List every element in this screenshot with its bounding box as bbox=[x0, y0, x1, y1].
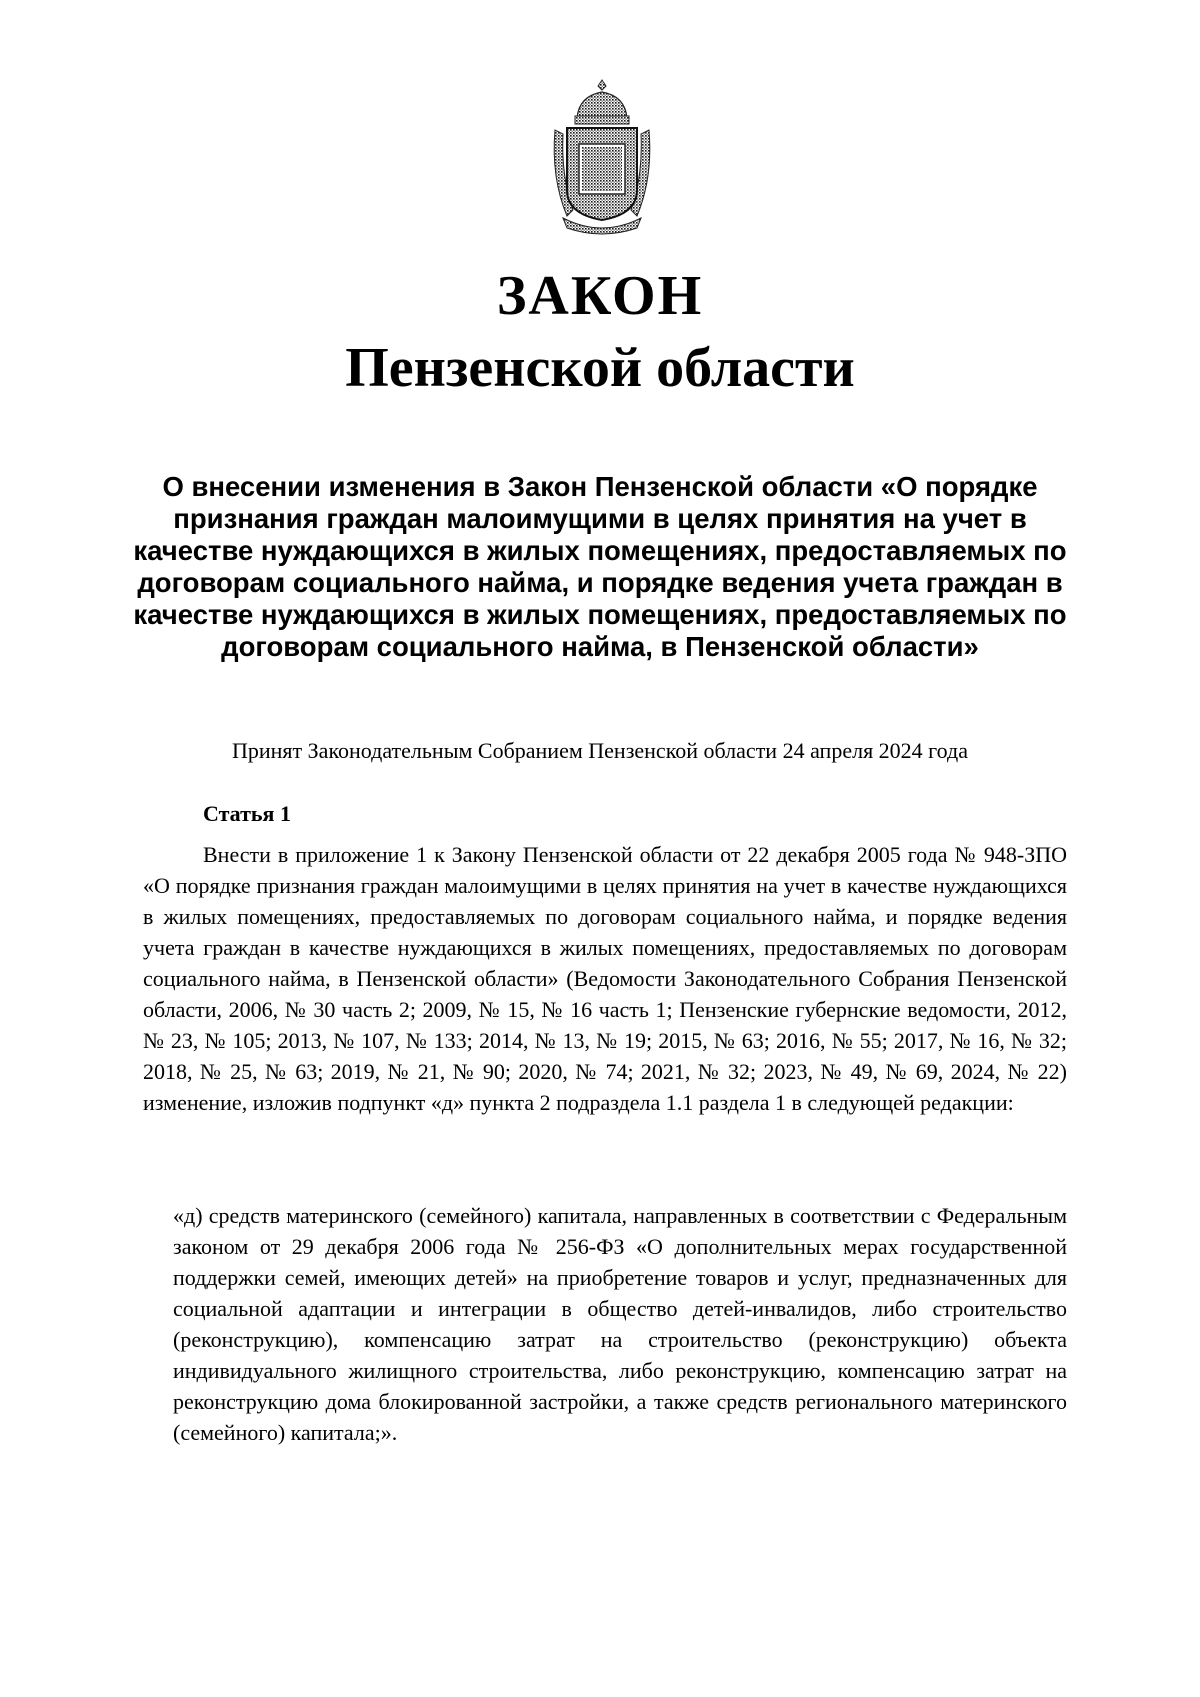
amendment-quote: «д) средств материнского (семейного) капитала, направленных в соответствии с Федеральным законом от 29 декабря 2006 года № 256-ФЗ «О дополнительных мерах государственной поддержки семей, имеющих детей» на приобретение товаров и услуг, предназначенных для социальной адаптации и интеграции в общество детей-инвалидов, либо строительство (реконструкцию), компенсацию затрат на строительство (реконструкцию) объекта индивидуального жилищного строительства, либо реконструкцию, компенсацию затрат на реконструкцию дома блокированной застройки, а также средств регионального материнского (семейного) капитала;». bbox=[173, 1203, 1067, 1445]
document-title: ЗАКОН bbox=[496, 265, 704, 327]
penza-coat-of-arms-icon bbox=[549, 78, 655, 236]
law-name-heading: О внесении изменения в Закон Пензенской области «О порядке признания граждан малоимущими в целях принятия на учет в качестве нуждающихся в жилых помещениях, предоставляемых по договорам социального найма, и порядке ведения учета граждан в качестве нуждающихся в жилых помещениях, предоставляемых по договорам социального найма, в Пензенской области» bbox=[133, 471, 1067, 662]
article-heading: Статья 1 bbox=[203, 801, 291, 826]
document-subtitle: Пензенской области bbox=[345, 337, 855, 399]
article-paragraph: Внести в приложение 1 к Закону Пензенской области от 22 декабря 2005 года № 948-ЗПО «О порядке признания граждан малоимущими в целях принятия на учет в качестве нуждающихся в жилых помещениях, предоставляемых по договорам социального найма, и порядке ведения учета граждан в качестве нуждающихся в жилых помещениях, предоставляемых по договорам социального найма, в Пензенской области» (Ведомости Законодательного Собрания Пензенской области, 2006, № 30 часть 2; 2009, № 15, № 16 часть 1; Пензенские губернские ведомости, 2012, № 23, № 105; 2013, № 107, № 133; 2014, № 13, № 19; 2015, № 63; 2016, № 55; 2017, № 16, № 32; 2018, № 25, № 63; 2019, № 21, № 90; 2020, № 74; 2021, № 32; 2023, № 49, № 69, 2024, № 22) изменение, изложив подпункт «д» пункта 2 подраздела 1.1 раздела 1 в следующей редакции: bbox=[143, 842, 1067, 1115]
adoption-line: Принят Законодательным Собранием Пензенской области 24 апреля 2024 года bbox=[231, 738, 968, 763]
